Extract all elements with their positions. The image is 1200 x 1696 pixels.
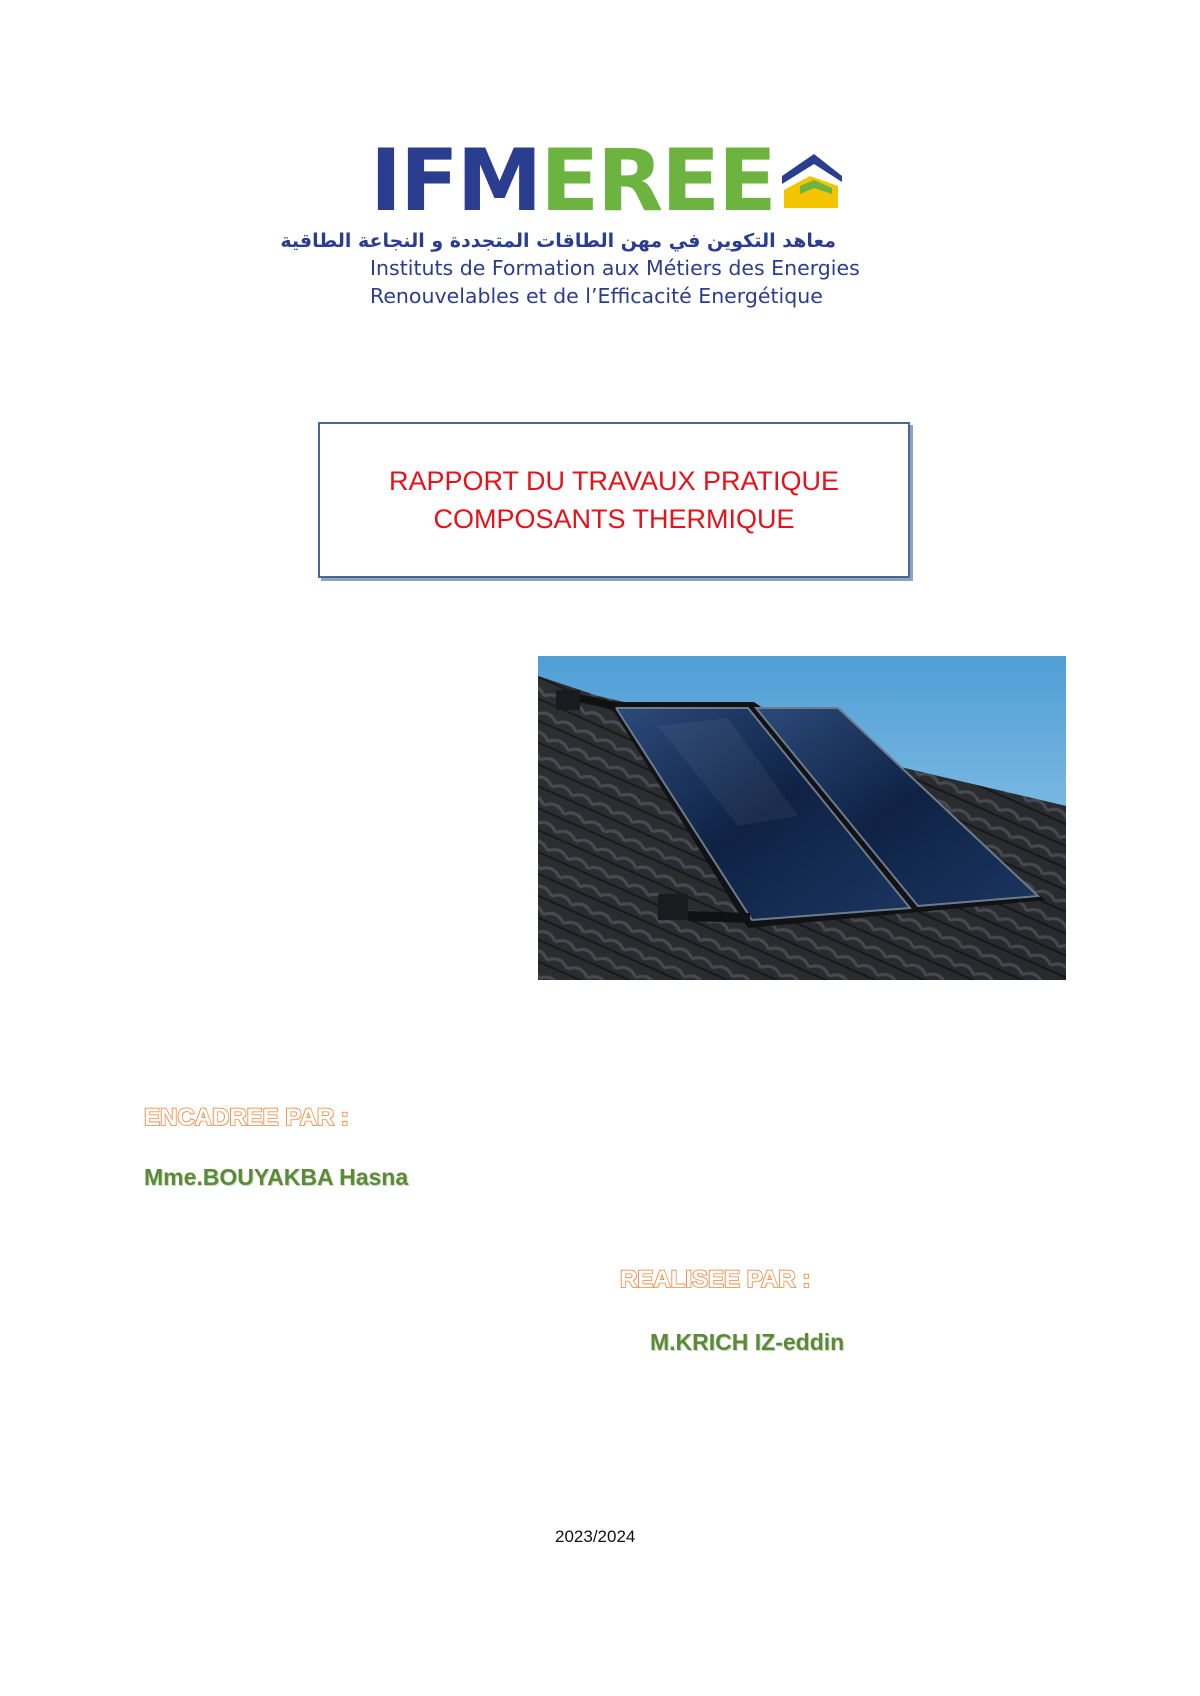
title-box: [318, 422, 910, 578]
author-label: REALISEE PAR :: [620, 1266, 811, 1293]
logo-wordmark: [370, 131, 775, 231]
logo-wordmark-ifm: IFM: [370, 131, 541, 231]
solar-panel-illustration: [538, 656, 1066, 980]
ifmeree-logo: [280, 131, 860, 320]
academic-year: 2023/2024: [555, 1527, 636, 1546]
logo-arrow-icon: [780, 146, 844, 212]
supervisor-label: ENCADREE PAR :: [144, 1104, 349, 1131]
logo-arabic-text: معاهد التكوين في مهن الطاقات المتجددة و النجاعة الطاقية: [280, 230, 836, 252]
logo-wordmark-eree: EREE: [540, 131, 775, 231]
title-line-1: RAPPORT DU TRAVAUX PRATIQUE: [388, 466, 840, 496]
title-line-2: COMPOSANTS THERMIQUE: [433, 504, 795, 534]
author-name: M.KRICH IZ-eddin: [650, 1329, 845, 1355]
logo-subtitle-line2: Renouvelables et de l’Efficacité Energétique: [370, 284, 823, 308]
solar-panel-photo: [538, 656, 1066, 980]
supervisor-name: Mme.BOUYAKBA Hasna: [144, 1164, 409, 1190]
logo-subtitle-line1: Instituts de Formation aux Métiers des Energies: [370, 256, 860, 280]
